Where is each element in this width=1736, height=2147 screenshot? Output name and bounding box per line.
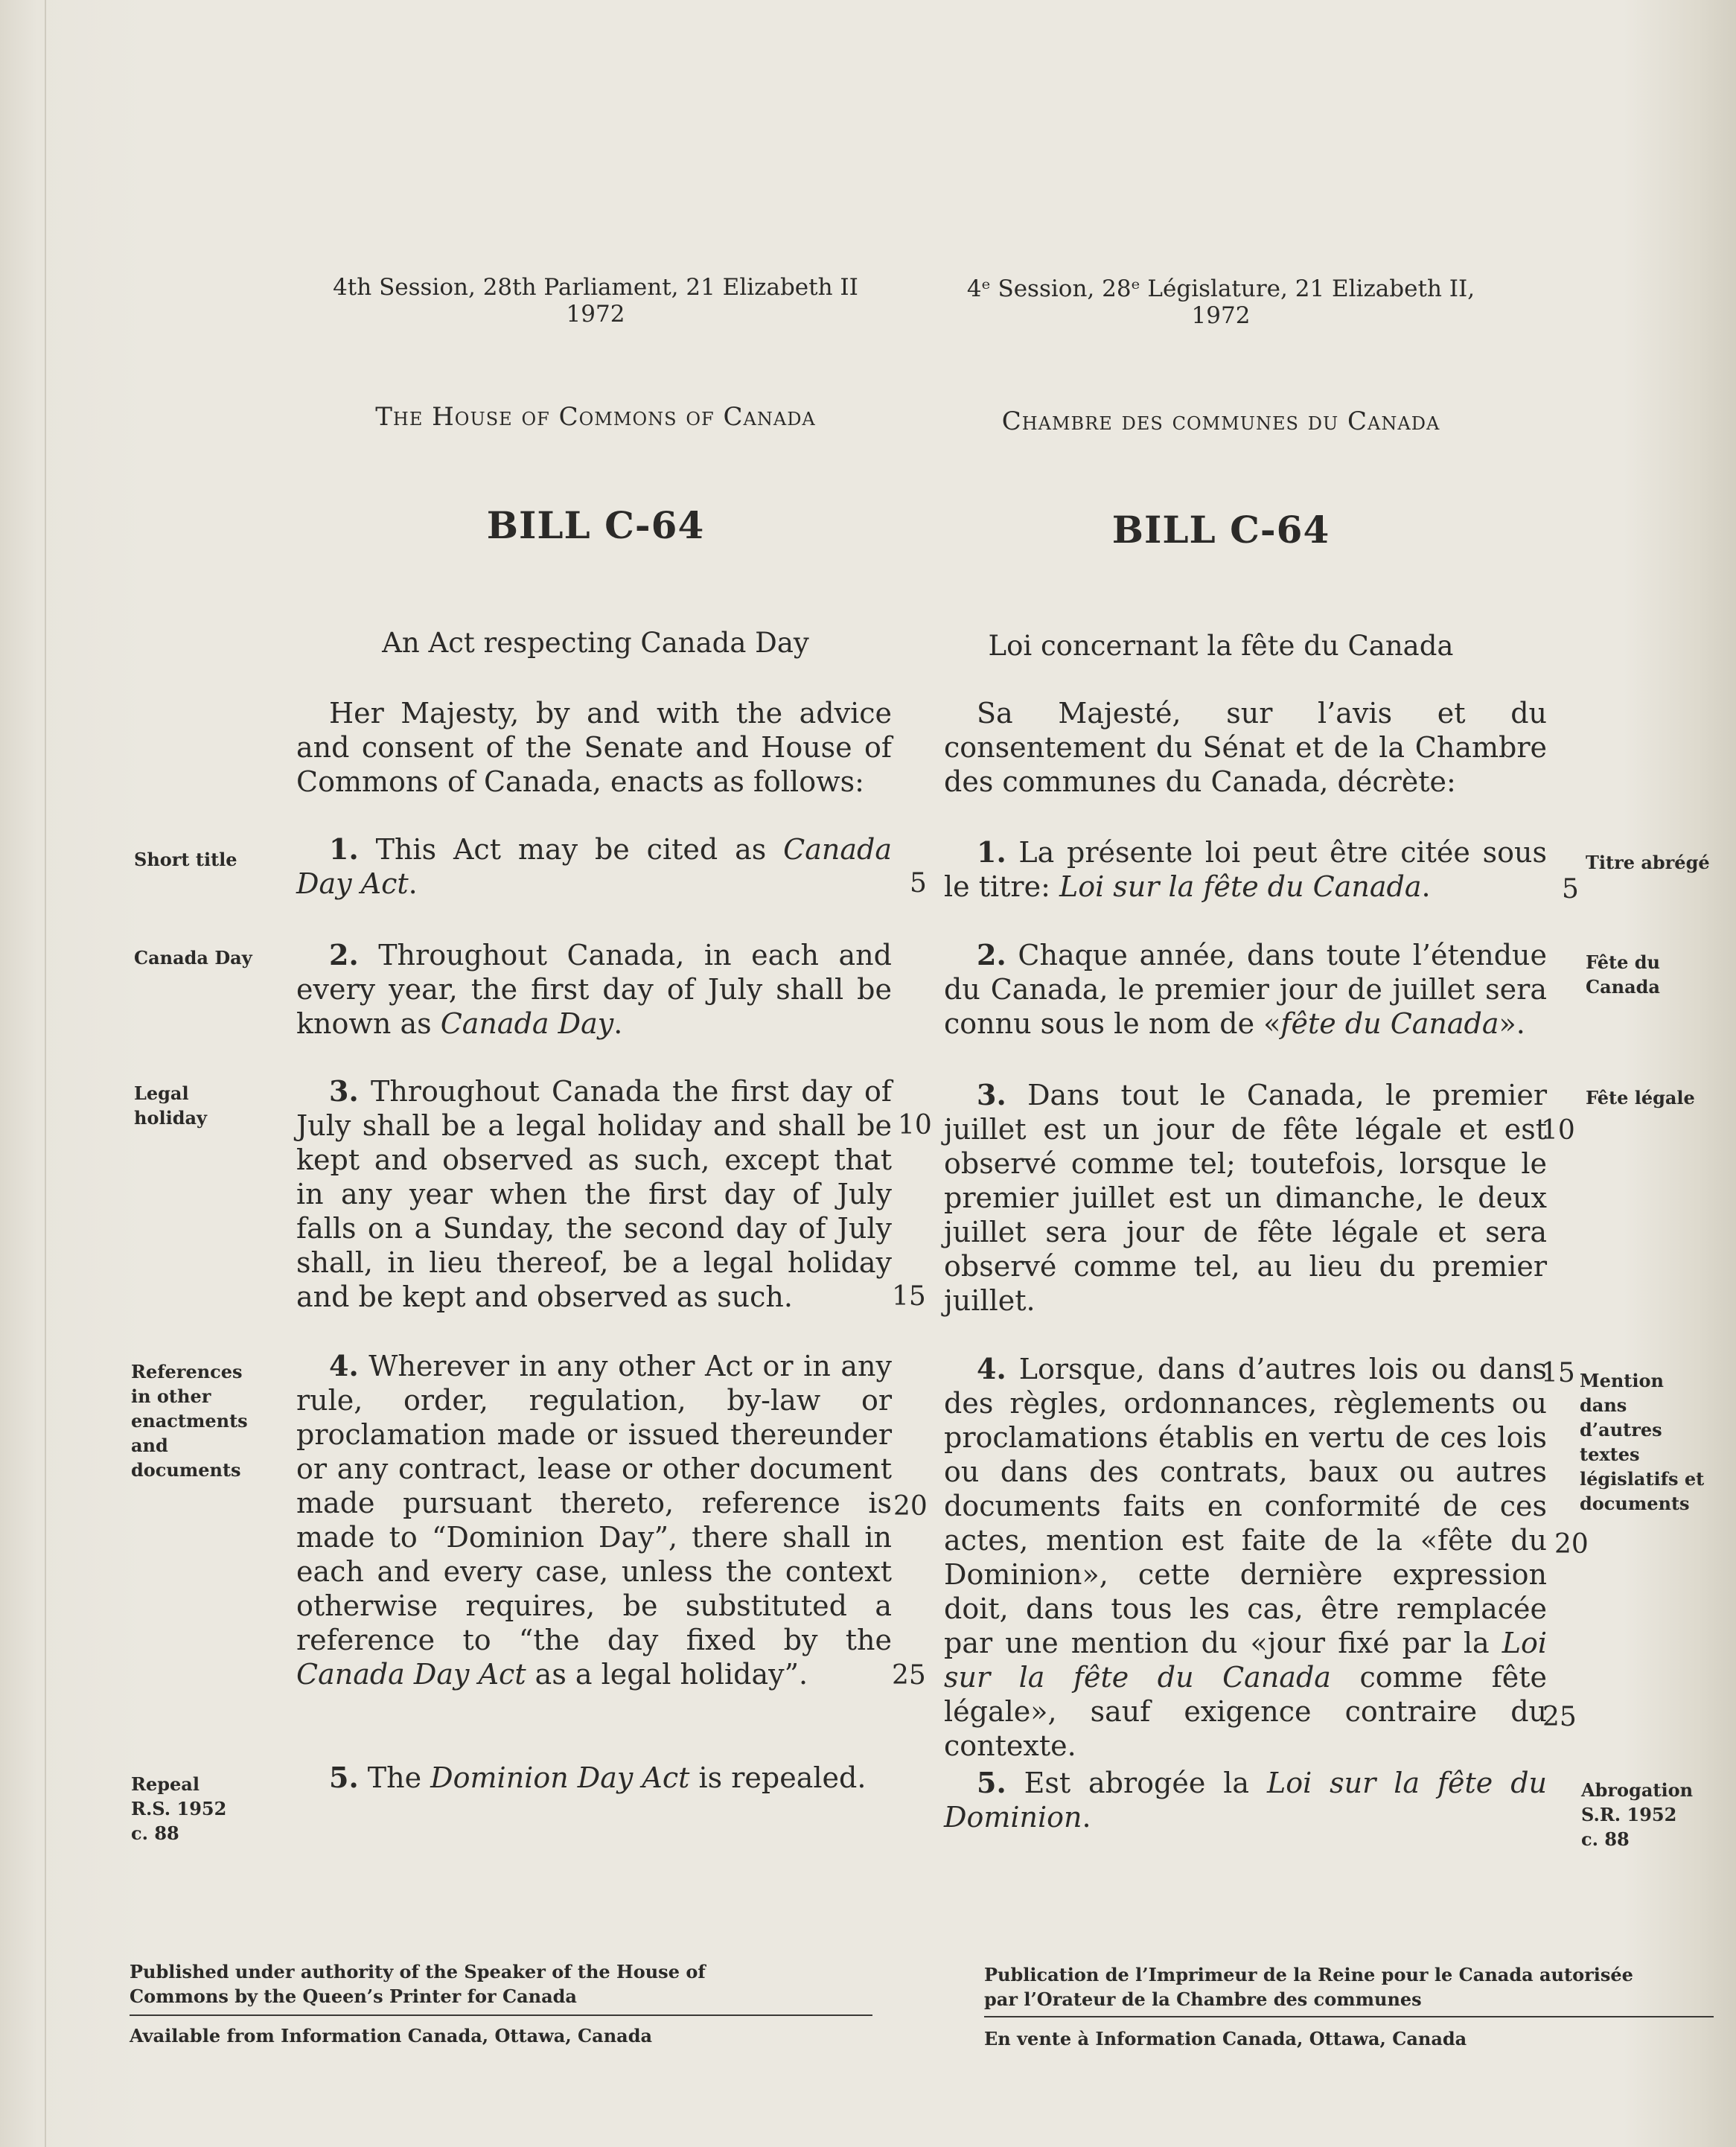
en-line-10: 10	[898, 1110, 932, 1141]
fr-s2-end: ».	[1499, 1007, 1525, 1040]
en-margin-repeal	[131, 1772, 265, 1845]
fr-s2-num: 2.	[977, 938, 1006, 972]
en-s3-num: 3.	[329, 1074, 359, 1108]
fr-line-10: 10	[1541, 1115, 1575, 1146]
en-margin-references: References in other enactments and documents	[131, 1361, 248, 1481]
fr-margin-fete-legale: Fête légale	[1586, 1087, 1695, 1108]
en-s2-text: Throughout Canada, in each and every year, the first day of July shall be known as	[296, 939, 892, 1040]
en-s1-end: .	[408, 867, 418, 900]
fr-s3-num: 3.	[977, 1078, 1006, 1111]
en-margin-canada-day: Canada Day	[134, 947, 252, 969]
en-s3-text: Throughout Canada the first day of July shall be a legal holiday and shall be kept and observed as such, except that in any year when the first day of July falls on a Sunday, the second day of July shall, in lieu thereof, be a legal holiday and be kept and observed as such.	[296, 1075, 892, 1313]
fr-act-title: Loi concernant la fête du Canada	[988, 630, 1454, 662]
en-line-5: 5	[910, 868, 927, 899]
fr-s5-num: 5.	[977, 1766, 1006, 1799]
en-s2-num: 2.	[329, 938, 359, 972]
en-s1-italic: Canada Day Act	[296, 833, 892, 900]
en-footer-publisher: Published under authority of the Speaker of the House of Commons by the Queen’s Printer for Canada	[130, 1961, 706, 2007]
en-line-15: 15	[892, 1281, 926, 1312]
fr-session	[923, 275, 1519, 329]
en-s1-text: This Act may be cited as	[375, 833, 784, 866]
en-s4-italic: Canada Day Act	[296, 1658, 526, 1691]
fr-margin-fete-du-canada: Fête du Canada	[1586, 951, 1660, 998]
en-s2-end: .	[613, 1007, 623, 1040]
en-act-title: An Act respecting Canada Day	[382, 627, 809, 659]
en-enacting-text: Her Majesty, by and with the advice and consent of the Senate and House of Commons of Canada, enacts as follows:	[296, 697, 892, 798]
en-section-3	[296, 1074, 892, 1314]
fr-enacting-text: Sa Majesté, sur l’avis et du consentement du Sénat et de la Chambre des communes du Canada, décrète:	[944, 697, 1547, 798]
fr-enacting-clause	[944, 696, 1547, 799]
fr-footer-availability: En vente à Information Canada, Ottawa, Canada	[984, 2028, 1467, 2049]
en-bill-number: BILL C-64	[486, 503, 705, 547]
en-enacting-clause	[296, 696, 892, 799]
en-margin-repeal-1: Repeal	[131, 1773, 200, 1795]
en-margin-repeal-3: c. 88	[131, 1822, 179, 1844]
fr-line-15: 15	[1541, 1358, 1575, 1388]
en-margin-repeal-2: R.S. 1952	[131, 1798, 227, 1819]
fr-section-1	[944, 835, 1547, 904]
en-line-20: 20	[893, 1491, 928, 1522]
fr-s4-end: comme fête légale», sauf exigence contraire du contexte.	[944, 1661, 1548, 1762]
fr-line-20: 20	[1554, 1529, 1589, 1560]
en-s5-num: 5.	[329, 1761, 359, 1794]
fr-margin-abrogation-3: c. 88	[1581, 1828, 1630, 1850]
fr-s2-text: Chaque année, dans toute l’étendue du Canada, le premier jour de juillet sera connu sous le nom de «	[944, 939, 1547, 1040]
fr-s5-italic: Loi sur la fête du Dominion	[944, 1767, 1547, 1834]
fr-margin-abrogation	[1581, 1778, 1727, 1851]
fr-margin-titre-abrege: Titre abrégé	[1586, 852, 1710, 873]
fr-margin-mention: Mention dans d’autres textes législatifs et documents	[1580, 1370, 1705, 1514]
fr-line-25: 25	[1542, 1702, 1577, 1732]
fr-s5-end: .	[1082, 1801, 1091, 1834]
fr-year: 1972	[1191, 302, 1251, 329]
en-year: 1972	[566, 301, 625, 328]
en-s5-end: is repealed.	[689, 1761, 867, 1794]
fr-s1-text: La présente loi peut être citée sous le titre:	[944, 836, 1547, 903]
en-s1-num: 1.	[329, 832, 359, 866]
en-section-4	[296, 1349, 892, 1691]
fr-s5-text: Est abrogée la	[1024, 1767, 1267, 1799]
fr-section-5	[944, 1766, 1547, 1834]
fr-section-3	[944, 1078, 1547, 1318]
fr-house: Chambre des communes du Canada	[1001, 406, 1440, 436]
fr-s1-num: 1.	[977, 835, 1006, 869]
fr-section-2	[944, 938, 1547, 1041]
fr-margin-abrogation-1: Abrogation	[1581, 1779, 1694, 1801]
fr-section-4	[944, 1352, 1547, 1763]
en-section-2	[296, 938, 892, 1041]
fr-s4-italic: Loi sur la fête du Canada	[944, 1627, 1547, 1694]
fr-bill-number: BILL C-64	[1111, 508, 1330, 552]
en-session-line: 4th Session, 28th Parliament, 21 Elizabeth II	[333, 274, 858, 301]
fr-line-5: 5	[1562, 874, 1579, 905]
en-s2-italic: Canada Day	[440, 1007, 614, 1040]
en-line-25: 25	[892, 1660, 926, 1691]
en-section-1	[296, 832, 892, 901]
fr-s1-end: .	[1421, 870, 1431, 903]
en-section-5	[296, 1761, 892, 1795]
en-s5-italic: Dominion Day Act	[430, 1761, 690, 1794]
fr-footer-publisher: Publication de l’Imprimeur de la Reine pour le Canada autorisée par l’Orateur de la Chambre des communes	[984, 1964, 1633, 2010]
en-margin-legal-holiday: Legal holiday	[134, 1082, 207, 1129]
binding-edge	[45, 0, 46, 2147]
en-footer-availability: Available from Information Canada, Ottawa, Canada	[130, 2025, 653, 2046]
en-s4-num: 4.	[329, 1349, 359, 1382]
fr-s3-text: Dans tout le Canada, le premier juillet est un jour de fête légale et est observé comme tel; toutefois, lorsque le premier juillet est un dimanche, le deux juillet sera jour de fête légale et sera observé comme tel, au lieu du premier juillet.	[944, 1079, 1547, 1317]
en-s5-text: The	[367, 1761, 431, 1794]
fr-s1-italic: Loi sur la fête du Canada	[1059, 870, 1422, 903]
en-s4-text: Wherever in any other Act or in any rule, order, regulation, by-law or proclamation made or issued thereunder or any contract, lease or other document made pursuant thereto, reference is made to “Dominion Day”, there shall in each and every case, unless the context otherwise requires, be substituted a reference to “the day fixed by the	[296, 1350, 892, 1656]
fr-s2-italic: fête du Canada	[1280, 1007, 1499, 1040]
fr-s4-text: Lorsque, dans d’autres lois ou dans des règles, ordonnances, règlements ou proclamations établis en vertu de ces lois ou dans des contrats, baux ou autres documents faits en conformité de ces actes, mention est faite de la «fête du Dominion», cette dernière expression doit, dans tous les cas, être remplacée par une mention du «jour fixé par la	[944, 1353, 1547, 1659]
en-house: The House of Commons of Canada	[375, 402, 816, 432]
en-session	[283, 274, 908, 328]
en-margin-short-title: Short title	[134, 849, 237, 870]
fr-footer-rule	[984, 2016, 1714, 2017]
fr-s4-num: 4.	[977, 1352, 1006, 1385]
fr-session-line: 4ᵉ Session, 28ᵉ Législature, 21 Elizabeth II,	[966, 275, 1475, 302]
en-footer-rule	[130, 2014, 872, 2016]
fr-margin-abrogation-2: S.R. 1952	[1581, 1804, 1677, 1825]
en-s4-end: as a legal holiday”.	[526, 1658, 808, 1691]
